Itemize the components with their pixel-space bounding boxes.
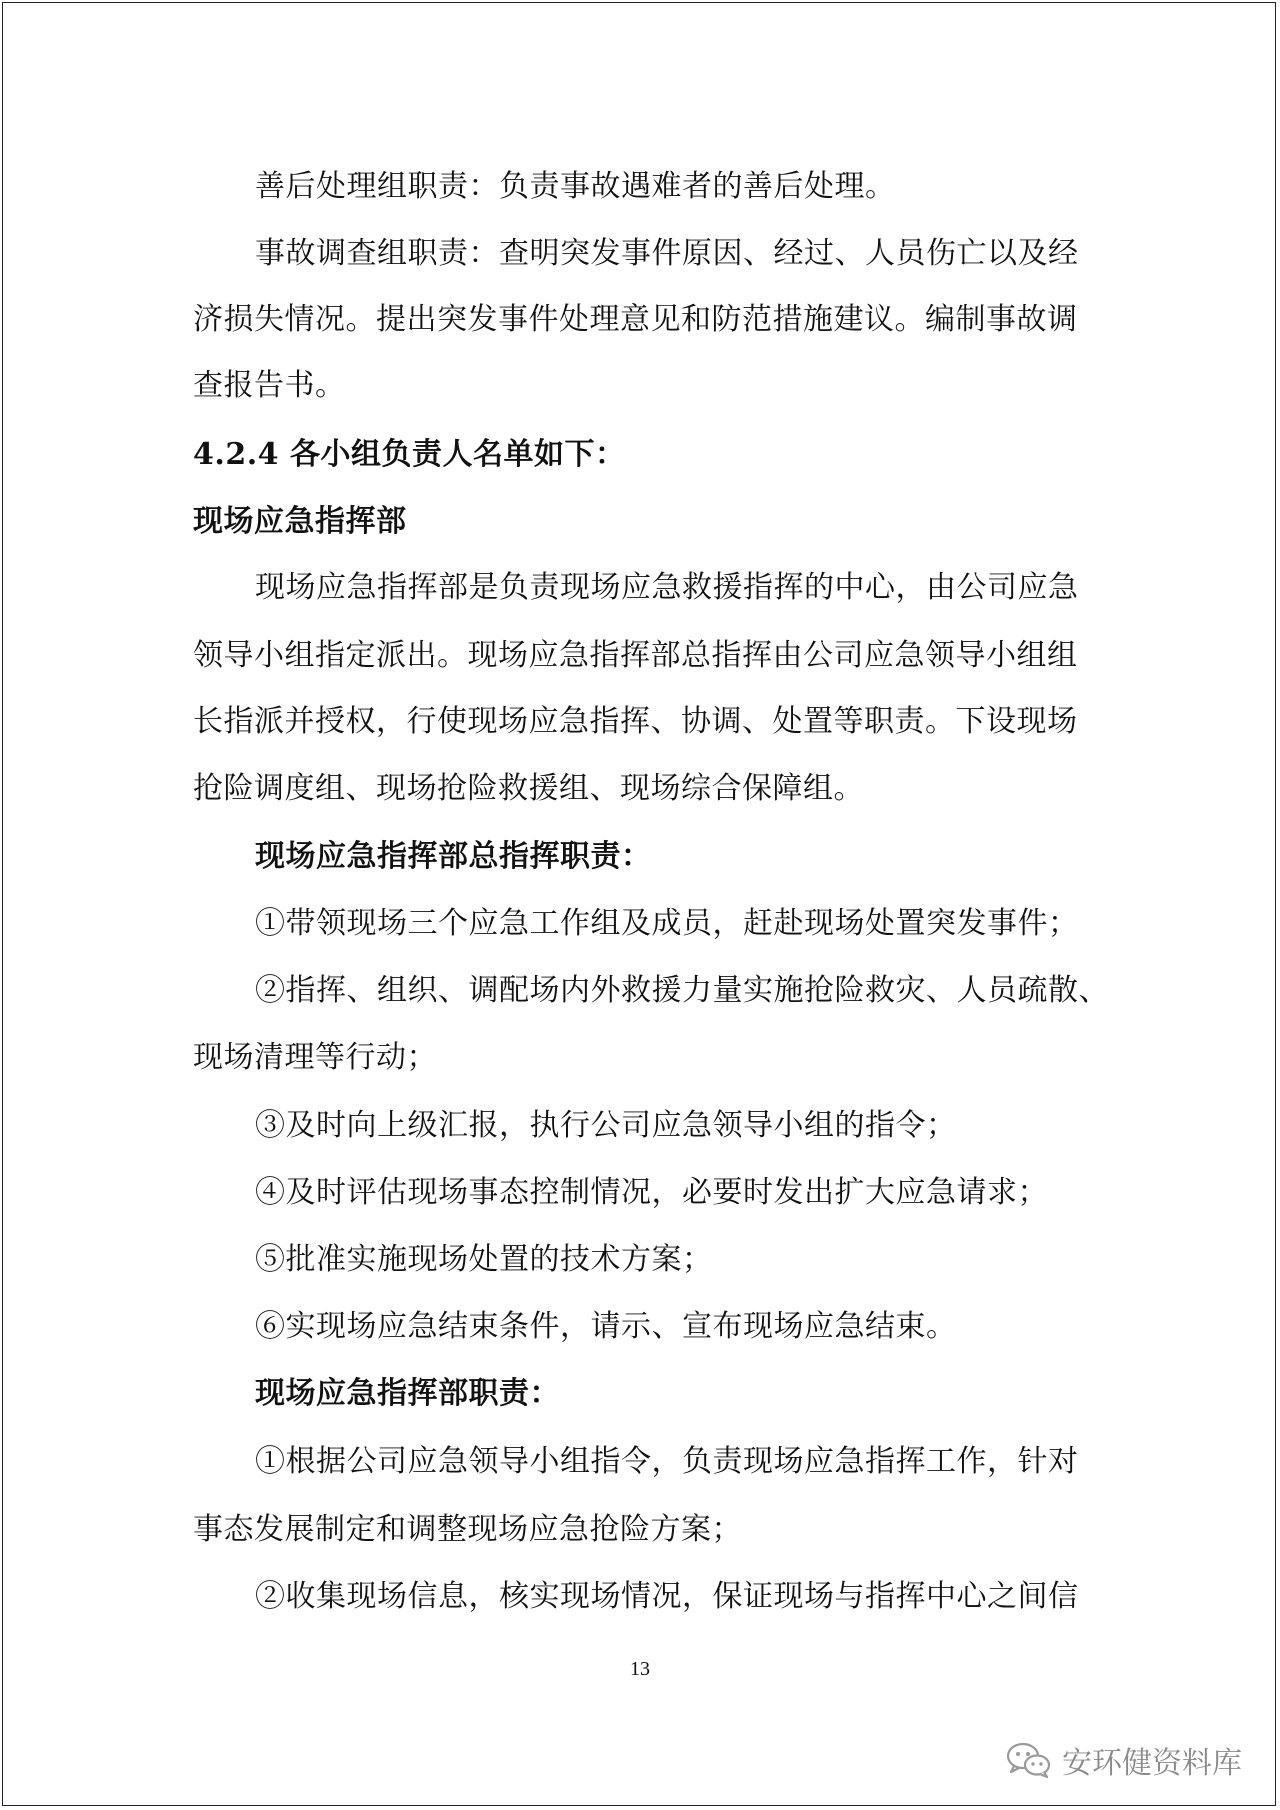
list-item: ⑤批准实施现场处置的技术方案； — [255, 1242, 713, 1277]
list-item: ②指挥、组织、调配场内外救援力量实施抢险救灾、人员疏散、 — [255, 973, 1109, 1008]
list-item: ①根据公司应急领导小组指令，负责现场应急指挥工作，针对 — [255, 1444, 1079, 1479]
list-item: ④及时评估现场事态控制情况，必要时发出扩大应急请求； — [255, 1175, 1048, 1210]
list-item-continuation: 事态发展制定和调整现场应急抢险方案； — [193, 1512, 742, 1547]
list-item: ③及时向上级汇报，执行公司应急领导小组的指令； — [255, 1108, 957, 1143]
list-item: ⑥实现场应急结束条件，请示、宣布现场应急结束。 — [255, 1309, 957, 1344]
subsection-heading: 现场应急指挥部职责： — [255, 1376, 560, 1411]
list-item-continuation: 现场清理等行动； — [193, 1040, 437, 1075]
paragraph-line: 现场应急指挥部是负责现场应急救援指挥的中心，由公司应急 — [255, 570, 1079, 605]
paragraph-line: 抢险调度组、现场抢险救援组、现场综合保障组。 — [193, 771, 864, 806]
paragraph-line: 济损失情况。提出突发事件处理意见和防范措施建议。编制事故调 — [193, 302, 1078, 337]
watermark-text: 安环健资料库 — [1062, 1746, 1242, 1781]
list-item: ①带领现场三个应急工作组及成员，赶赴现场处置突发事件； — [255, 906, 1079, 941]
watermark — [1004, 1738, 1242, 1782]
subsection-heading: 现场应急指挥部 — [193, 504, 407, 539]
list-item: ②收集现场信息，核实现场情况，保证现场与指挥中心之间信 — [255, 1579, 1079, 1614]
section-heading: 4.2.4 各小组负责人名单如下： — [193, 437, 626, 472]
paragraph-line: 善后处理组职责：负责事故遇难者的善后处理。 — [255, 169, 896, 204]
subsection-heading: 现场应急指挥部总指挥职责： — [255, 839, 652, 874]
wechat-icon — [1004, 1740, 1052, 1780]
paragraph-line: 长指派并授权，行使现场应急指挥、协调、处置等职责。下设现场 — [193, 704, 1078, 739]
paragraph-line: 事故调查组职责：查明突发事件原因、经过、人员伤亡以及经 — [255, 236, 1079, 271]
paragraph-line: 领导小组指定派出。现场应急指挥部总指挥由公司应急领导小组组 — [193, 638, 1078, 673]
paragraph-line: 查报告书。 — [193, 368, 346, 403]
page-number: 13 — [630, 1658, 650, 1680]
